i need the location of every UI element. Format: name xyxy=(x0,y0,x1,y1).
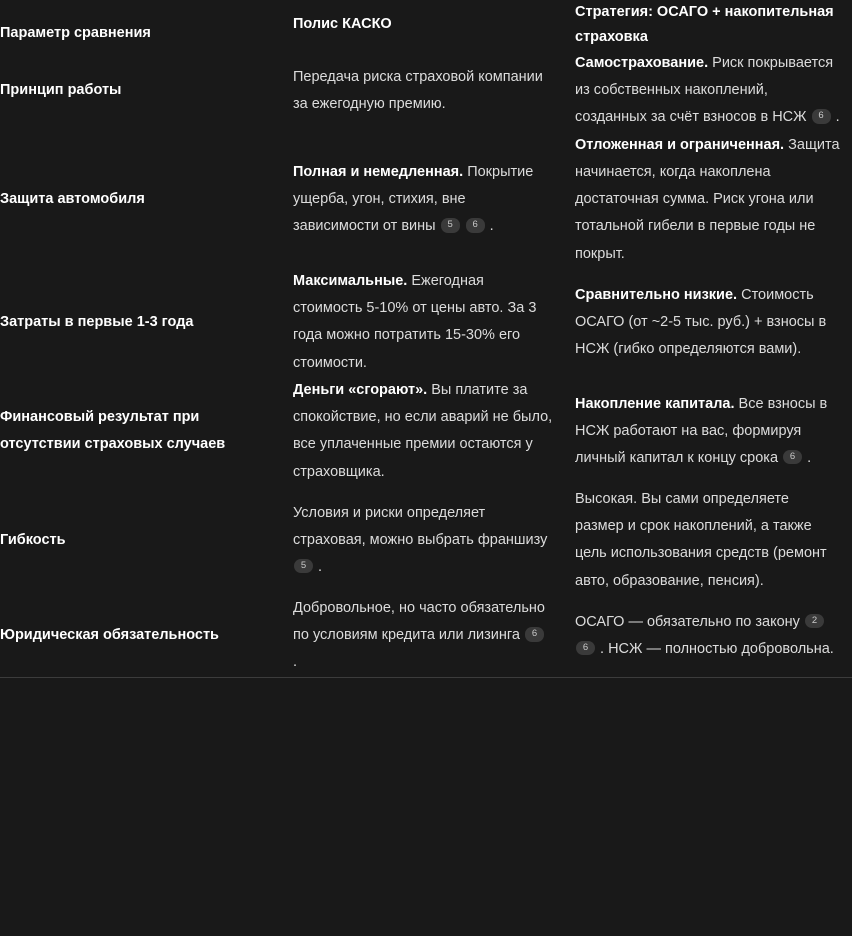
cell-lead-text: Полная и немедленная. xyxy=(293,163,464,180)
table-row xyxy=(0,486,852,595)
cell-body-text: Все взносы в НСЖ работают на вас, формируя личный капитал к концу срока xyxy=(575,395,828,466)
table-cell-strategy xyxy=(575,595,852,677)
table-cell-param: Затраты в первые 1-3 года xyxy=(0,313,194,330)
cell-tail-text: . xyxy=(293,654,298,671)
table-cell-param: Защита автомобиля xyxy=(0,191,145,208)
cell-lead-text: Деньги «сгорают». xyxy=(293,381,428,398)
cell-lead-text: Максимальные. xyxy=(293,272,408,289)
column-header-strategy: Стратегия: ОСАГО + накопительная страховка xyxy=(575,4,834,45)
column-header-kasko: Полис КАСКО xyxy=(293,16,392,33)
table-row xyxy=(0,50,852,132)
table-cell-param: Принцип работы xyxy=(0,82,122,99)
citation-badge[interactable]: 6 xyxy=(812,109,831,123)
table-cell-strategy xyxy=(575,132,852,268)
cell-tail-text: . xyxy=(314,559,323,575)
citation-badge[interactable]: 6 xyxy=(576,641,595,655)
cell-body-text: Стоимость ОСАГО (от ~2-5 тыс. руб.) + взносы в НСЖ (гибко определяются вами). xyxy=(575,286,827,357)
table-cell-param: Финансовый результат при отсутствии страховых случаев xyxy=(0,409,226,453)
table-cell-strategy xyxy=(575,268,852,377)
table-row xyxy=(0,595,852,677)
table-cell-param: Юридическая обязательность xyxy=(0,595,293,677)
column-header-param: Параметр сравнения xyxy=(0,24,151,41)
cell-body-text: Защита начинается, когда накоплена достаточная сумма. Риск угона или тотальной гибели в первые годы не покрыт. xyxy=(575,136,840,262)
table-row xyxy=(0,132,852,268)
table-cell-kasko xyxy=(293,486,575,595)
cell-body-text: Вы платите за спокойствие, но если аварий не было, все уплаченные премии остаются у страховщика. xyxy=(293,381,553,480)
citation-badge[interactable]: 2 xyxy=(805,614,824,628)
table-body xyxy=(0,50,852,677)
citation-badge[interactable]: 6 xyxy=(525,627,544,641)
table-cell-kasko xyxy=(293,595,575,677)
table-header-row xyxy=(0,0,852,50)
cell-body-text: Передача риска страховой компании за ежегодную премию. xyxy=(293,68,543,112)
cell-body-text: Покрытие ущерба, угон, стихия, вне зависимости от вины xyxy=(293,163,534,235)
table-cell-strategy xyxy=(575,377,852,486)
table-cell-strategy xyxy=(575,50,852,132)
cell-tail-text: . xyxy=(485,218,494,235)
cell-body-text: Высокая. Вы сами определяете размер и срок накоплений, а также цель использования средств (ремонт авто, образование, пенсия). xyxy=(575,490,827,589)
table-cell-kasko xyxy=(293,377,575,486)
table-row xyxy=(0,377,852,486)
cell-body-text: Риск покрывается из собственных накоплений, созданных за счёт взносов в НСЖ xyxy=(575,54,834,126)
citation-badge[interactable]: 5 xyxy=(294,559,313,573)
cell-body-text: Ежегодная стоимость 5-10% от цены авто. За 3 года можно потратить 15-30% его стоимости. xyxy=(293,272,537,371)
cell-lead-text: Накопление капитала. xyxy=(575,395,735,412)
cell-body-text: Условия и риски определяет страховая, можно выбрать франшизу xyxy=(293,504,548,548)
table-cell-kasko xyxy=(293,268,575,377)
cell-tail-text: . НСЖ — полностью добровольна. xyxy=(596,640,834,657)
cell-lead-text: Самострахование. xyxy=(575,54,709,71)
cell-lead-text: Сравнительно низкие. xyxy=(575,286,738,303)
cell-body-text: Добровольное, но часто обязательно по условиям кредита или лизинга xyxy=(293,599,545,644)
cell-tail-text: . xyxy=(831,109,840,126)
cell-body-text: ОСАГО — обязательно по закону xyxy=(575,613,800,630)
citation-badge[interactable]: 6 xyxy=(783,450,802,464)
table-row xyxy=(0,268,852,377)
table-cell-param: Гибкость xyxy=(0,531,66,548)
cell-lead-text: Отложенная и ограниченная. xyxy=(575,136,785,153)
table-cell-kasko xyxy=(293,50,575,132)
table-cell-kasko xyxy=(293,132,575,268)
citation-badge[interactable]: 6 xyxy=(466,218,485,232)
cell-tail-text: . xyxy=(803,450,812,466)
table-cell-strategy xyxy=(575,486,852,595)
citation-badge[interactable]: 5 xyxy=(441,218,460,232)
table-header xyxy=(0,0,852,50)
